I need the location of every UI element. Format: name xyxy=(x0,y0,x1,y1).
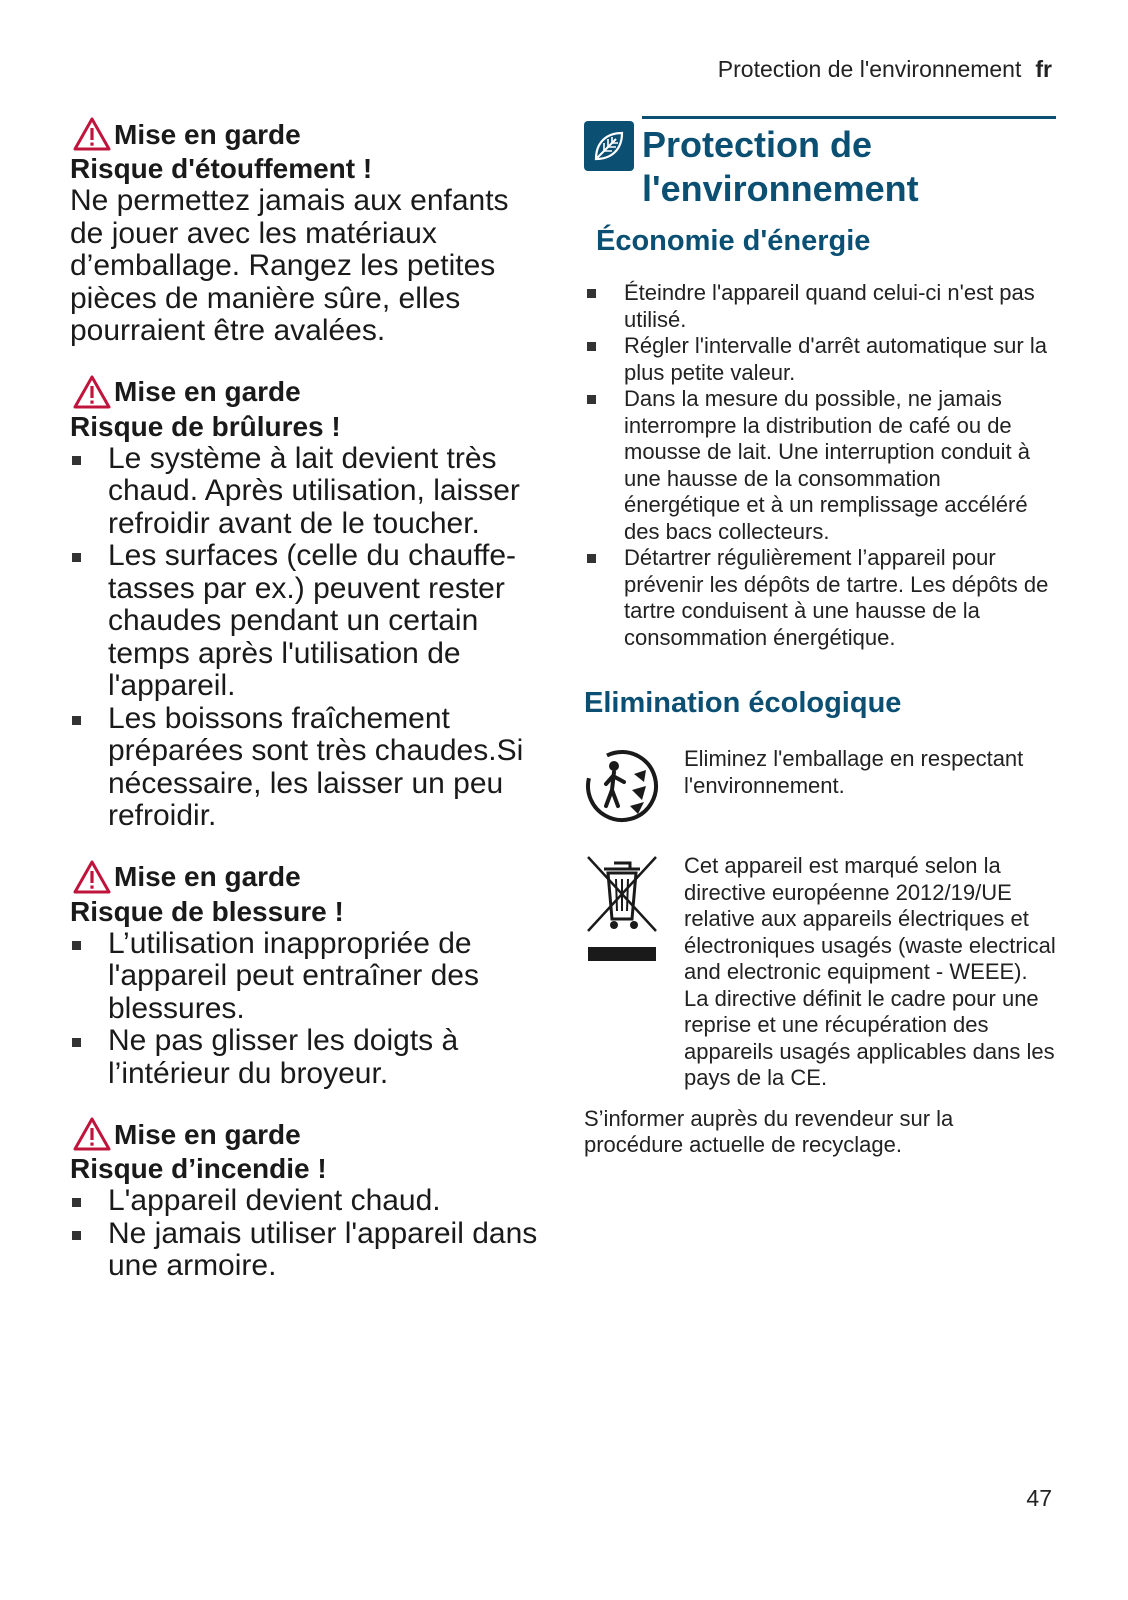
warning-block-choking xyxy=(70,116,540,348)
list-item: Éteindre l'appareil quand celui-ci n'est pas utilisé. xyxy=(584,280,1056,333)
list-item: Les surfaces (celle du chauffe-tasses par ex.) peuvent rester chaudes pendant un certain temps après l'utilisation de l'appareil. xyxy=(70,540,540,703)
warning-list xyxy=(70,443,540,833)
warning-list xyxy=(70,928,540,1091)
warning-title: Mise en garde xyxy=(114,861,301,892)
warning-heading xyxy=(70,116,540,152)
right-column xyxy=(584,116,1056,1159)
list-item: L’utilisation inappropriée de l'appareil peut entraîner des blessures. xyxy=(70,928,540,1026)
warning-risk: Risque de brûlures ! xyxy=(70,410,341,442)
recycle-icon xyxy=(584,746,684,831)
list-item: Les boissons fraîchement préparées sont très chaudes.Si nécessaire, les laisser un peu refroidir. xyxy=(70,703,540,833)
energy-heading: Économie d'énergie xyxy=(596,225,871,257)
list-item: Le système à lait devient très chaud. Après utilisation, laisser refroidir avant de le toucher. xyxy=(70,443,540,541)
header-lang: fr xyxy=(1035,56,1052,82)
list-item: Détartrer régulièrement l’appareil pour prévenir les dépôts de tartre. Les dépôts de tartre conduisent à une hausse de la consommation énergétique. xyxy=(584,545,1056,651)
warning-heading xyxy=(70,859,540,895)
warning-title: Mise en garde xyxy=(114,118,301,150)
warning-list xyxy=(70,1185,540,1283)
warning-risk: Risque d’incendie ! xyxy=(70,1153,327,1184)
running-header xyxy=(718,56,1052,83)
warning-risk: Risque d'étouffement ! xyxy=(70,153,373,184)
list-item: Dans la mesure du possible, ne jamais interrompre la distribution de café ou de mousse de lait. Une interruption conduit à une hausse de la consommation énergétique et à un remplissage accéléré des bacs collecteurs. xyxy=(584,386,1056,545)
warning-text: Ne permettez jamais aux enfants de jouer avec les matériaux d’emballage. Rangez les petites pièces de manière sûre, elles pourraient être avalées. xyxy=(70,184,509,347)
warning-title: Mise en garde xyxy=(114,1118,301,1150)
section-title: Protection de l'environnement xyxy=(642,124,919,209)
warning-heading xyxy=(70,1116,540,1152)
weee-texts xyxy=(684,853,1056,1092)
warning-block-burns xyxy=(70,374,540,833)
weee-bin-icon xyxy=(584,853,684,1092)
warning-triangle-icon xyxy=(72,116,112,152)
warning-triangle-icon xyxy=(72,1116,112,1152)
warning-triangle-icon xyxy=(72,374,112,410)
warning-heading xyxy=(70,374,540,410)
weee-row xyxy=(584,853,1056,1092)
list-item: Ne pas glisser les doigts à l’intérieur du broyeur. xyxy=(70,1025,540,1090)
weee-text: Cet appareil est marqué selon la directive européenne 2012/19/UE relative aux appareils électriques et électroniques usagés (waste electrical and electronic equipment - WEEE). xyxy=(684,853,1056,984)
warning-triangle-icon xyxy=(72,859,112,895)
packaging-text: Eliminez l'emballage en respectant l'environnement. xyxy=(684,746,1024,798)
warning-block-fire xyxy=(70,1116,540,1283)
list-item: L'appareil devient chaud. xyxy=(70,1185,540,1218)
leaf-icon xyxy=(584,121,634,171)
warning-risk: Risque de blessure ! xyxy=(70,895,344,927)
warning-title: Mise en garde xyxy=(114,376,301,407)
recycling-info-text: S’informer auprès du revendeur sur la procédure actuelle de recyclage. xyxy=(584,1105,954,1157)
list-item: Régler l'intervalle d'arrêt automatique sur la plus petite valeur. xyxy=(584,333,1056,386)
header-section: Protection de l'environnement xyxy=(717,56,1022,82)
section-heading xyxy=(642,116,1056,211)
left-column xyxy=(70,116,540,1309)
list-item: Ne jamais utiliser l'appareil dans une armoire. xyxy=(70,1218,540,1283)
disposal-heading: Elimination écologique xyxy=(584,687,902,719)
packaging-row xyxy=(584,746,1056,831)
warning-block-injury xyxy=(70,859,540,1091)
page-number: 47 xyxy=(1026,1485,1052,1511)
weee-text-2: La directive définit le cadre pour une reprise et une récupération des appareils usagés applicables dans les pays de la CE. xyxy=(684,985,1055,1090)
energy-list xyxy=(584,280,1056,651)
disposal-block xyxy=(584,746,1056,1159)
